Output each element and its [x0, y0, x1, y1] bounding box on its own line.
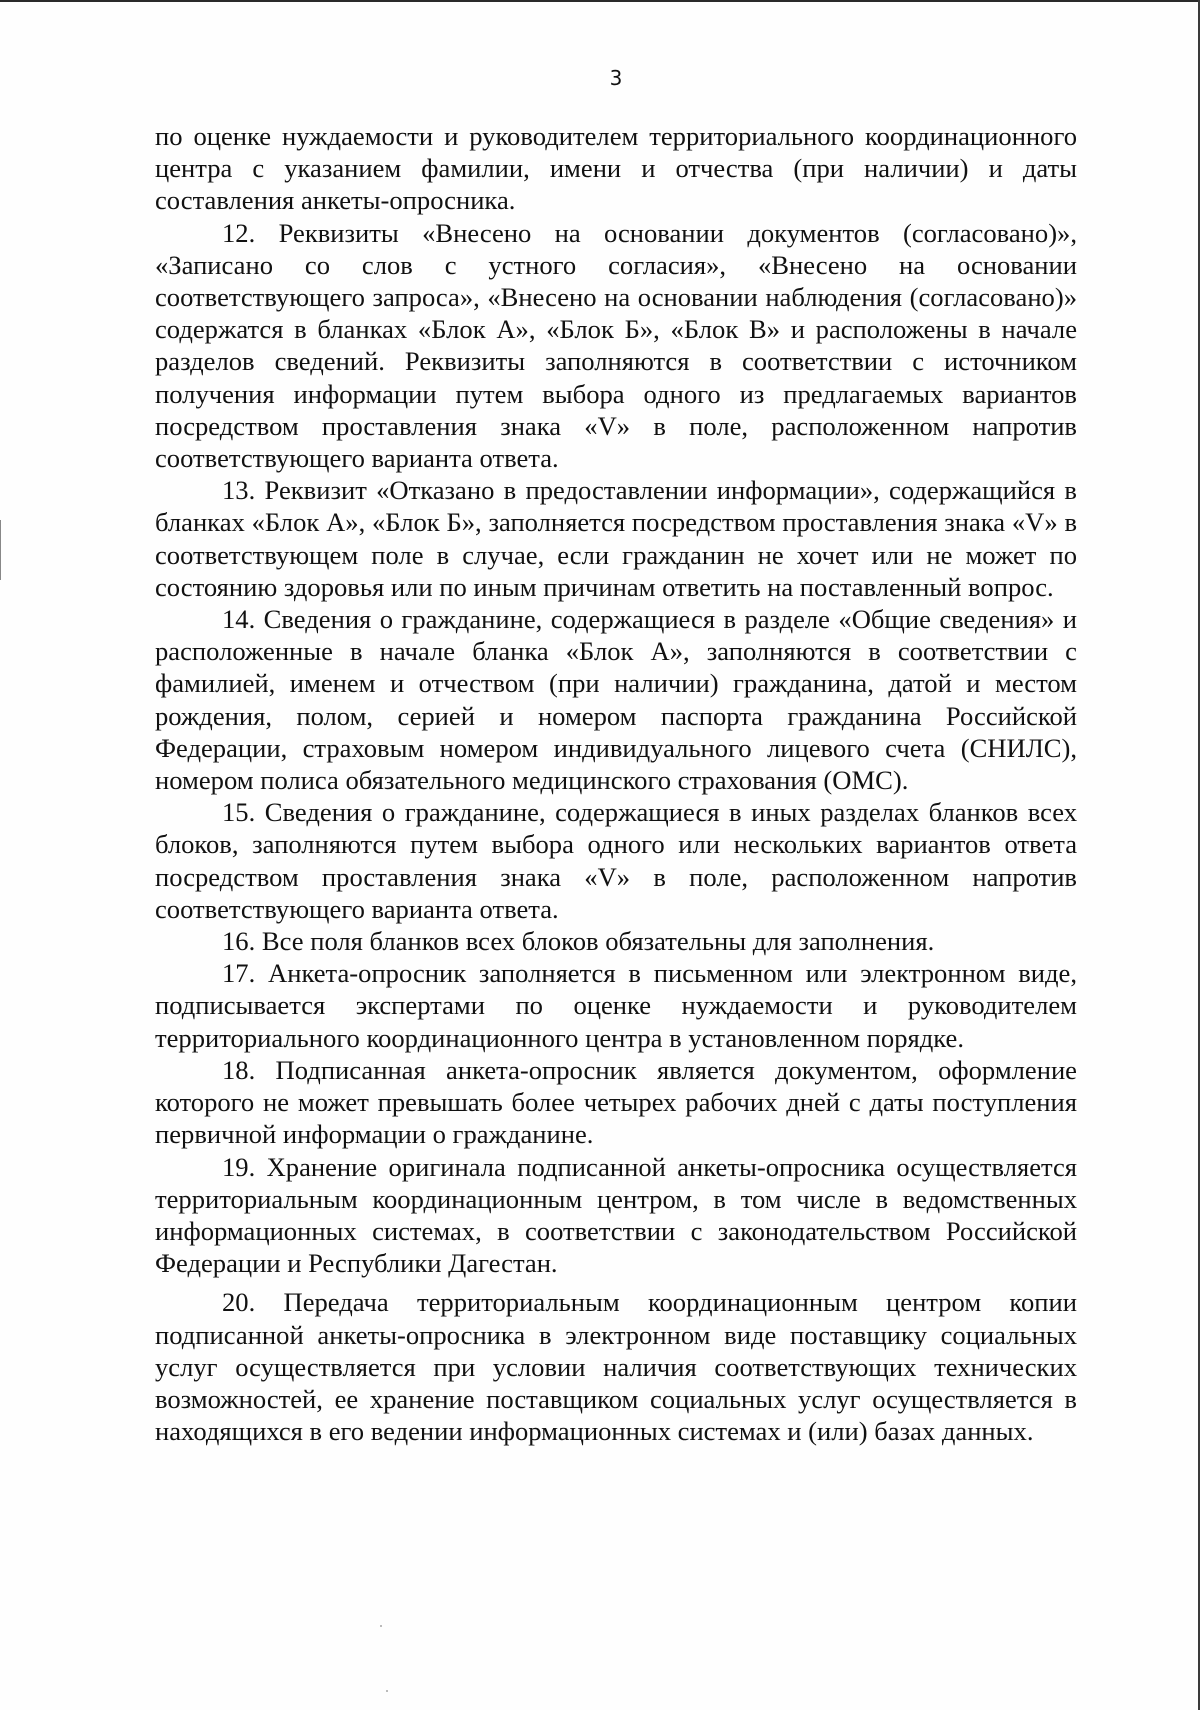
scan-speck: [380, 1625, 382, 1627]
scan-speck: [386, 1690, 388, 1692]
paragraph-20: 20. Передача территориальным координационным центром копии подписанной анкеты-опросника в электронном виде поставщику социальных услуг осуществляется при условии наличия соответствующих технических возможностей, ее хранение поставщиком социальных услуг осуществляется в находящихся в его ведении информационных системах и (или) базах данных.: [155, 1287, 1077, 1447]
paragraph-11-continuation: по оценке нуждаемости и руководителем территориального координационного центра с указанием фамилии, имени и отчества (при наличии) и даты составления анкеты-опросника.: [155, 121, 1077, 216]
scan-border-top: [0, 0, 1200, 2]
page-number: 3: [609, 66, 623, 90]
paragraph-16: 16. Все поля бланков всех блоков обязательны для заполнения.: [222, 926, 935, 957]
paragraph-18: 18. Подписанная анкета-опросник является документом, оформление которого не может превышать более четырех рабочих дней с даты поступления первичной информации о гражданине.: [155, 1054, 1077, 1150]
paragraph-19: 19. Хранение оригинала подписанной анкеты-опросника осуществляется территориальным координационным центром, в том числе в ведомственных информационных системах, в соответствии с законодательством Российской Федерации и Республики Дагестан.: [155, 1151, 1077, 1279]
paragraph-15: 15. Сведения о гражданине, содержащиеся в иных разделах бланков всех блоков, заполняются путем выбора одного или нескольких вариантов ответа посредством проставления знака «V» в поле, расположенном напротив соответствующего варианта ответа.: [155, 797, 1077, 924]
paragraph-13: 13. Реквизит «Отказано в предоставлении информации», содержащийся в бланках «Блок А», «Блок Б», заполняется посредством проставления знака «V» в соответствующем поле в случае, если гражданин не хочет или не может по состоянию здоровья или по иным причинам ответить на поставленный вопрос.: [155, 475, 1077, 602]
scan-mark-left: [0, 520, 1, 580]
paragraph-12: 12. Реквизиты «Внесено на основании документов (согласовано)», «Записано со слов с устного согласия», «Внесено на основании соответствующего запроса», «Внесено на основании наблюдения (согласовано)» содержатся в бланках «Блок А», «Блок Б», «Блок В» и расположены в начале разделов сведений. Реквизиты заполняются в соответствии с источником получения информации путем выбора одного из предлагаемых вариантов посредством проставления знака «V» в поле, расположенном напротив соответствующего варианта ответа.: [155, 217, 1077, 474]
document-body: [155, 120, 1077, 1447]
paragraph-17: 17. Анкета-опросник заполняется в письменном или электронном виде, подписывается экспертами по оценке нуждаемости и руководителем территориального координационного центра в установленном порядке.: [155, 958, 1077, 1053]
paragraph-14: 14. Сведения о гражданине, содержащиеся в разделе «Общие сведения» и расположенные в начале бланка «Блок А», заполняются в соответствии с фамилией, именем и отчеством (при наличии) гражданина, датой и местом рождения, полом, серией и номером паспорта гражданина Российской Федерации, страховым номером индивидуального лицевого счета (СНИЛС), номером полиса обязательного медицинского страхования (ОМС).: [155, 604, 1077, 796]
